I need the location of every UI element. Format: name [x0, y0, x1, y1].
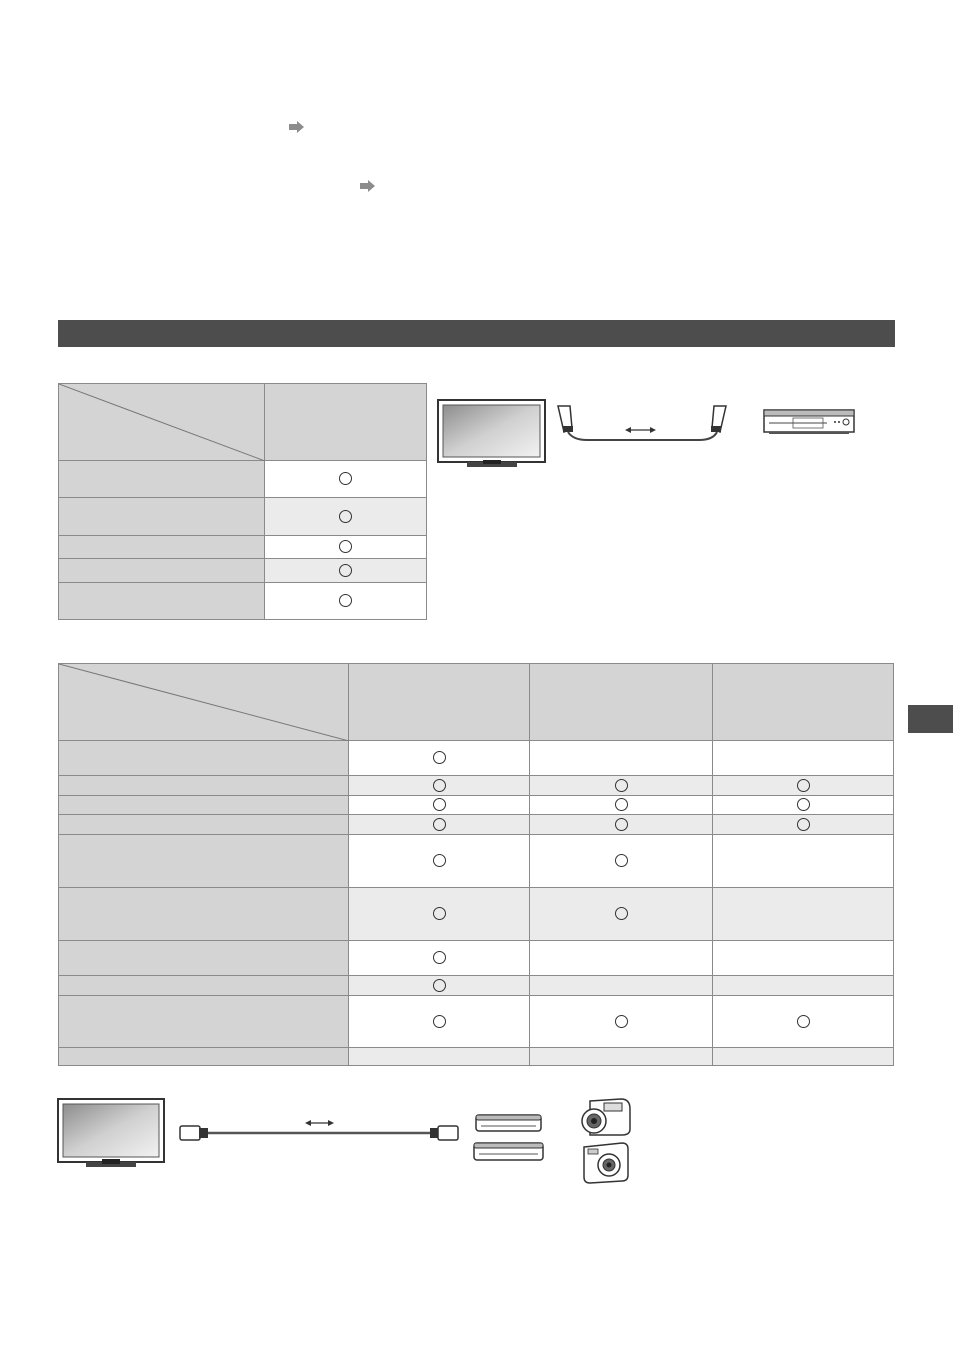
circle-icon — [433, 951, 446, 964]
camcorder-icon — [582, 1099, 630, 1135]
table-cell — [349, 741, 530, 776]
table-cell — [530, 941, 713, 976]
column-header — [349, 664, 530, 741]
table-cell — [349, 815, 530, 835]
table-row — [59, 796, 894, 815]
table-row — [59, 536, 427, 559]
right-arrow-icon — [289, 121, 305, 133]
table-cell — [349, 776, 530, 796]
circle-icon — [433, 907, 446, 920]
table-row — [59, 976, 894, 996]
chapter-side-tab — [908, 705, 953, 733]
circle-icon — [797, 818, 810, 831]
diagonal-line — [59, 384, 265, 461]
circle-icon — [339, 540, 352, 553]
feature-table-hdmi — [58, 663, 894, 1066]
row-label-cell — [59, 461, 265, 498]
bidirectional-arrow-icon — [625, 427, 656, 433]
table-cell — [713, 941, 894, 976]
table-cell — [713, 815, 894, 835]
circle-icon — [433, 854, 446, 867]
circle-icon — [433, 798, 446, 811]
circle-icon — [797, 779, 810, 792]
table-cell — [530, 796, 713, 815]
table-cell — [349, 1048, 530, 1066]
circle-icon — [339, 564, 352, 577]
table-cell — [530, 976, 713, 996]
table-cell — [713, 796, 894, 815]
circle-icon — [339, 510, 352, 523]
scart-connection-illustration — [437, 398, 857, 473]
circle-icon — [615, 907, 628, 920]
right-arrow-icon — [360, 180, 376, 192]
row-label-cell — [59, 815, 349, 835]
circle-icon — [615, 1015, 628, 1028]
table-row — [59, 815, 894, 835]
table-cell — [265, 536, 427, 559]
table-row — [59, 1048, 894, 1066]
circle-icon — [797, 798, 810, 811]
hdmi-connection-illustration — [56, 1095, 636, 1187]
table-cell — [265, 461, 427, 498]
table-row — [59, 996, 894, 1048]
row-label-cell — [59, 796, 349, 815]
section-heading-bar — [58, 320, 895, 347]
dvd-recorder-icon — [764, 410, 854, 434]
digital-camera-icon — [584, 1143, 628, 1183]
table-cell — [530, 741, 713, 776]
row-label-cell — [59, 536, 265, 559]
table-cell — [349, 976, 530, 996]
table-row — [59, 559, 427, 583]
tv-icon — [438, 400, 545, 467]
table-cell — [713, 1048, 894, 1066]
row-label-cell — [59, 996, 349, 1048]
row-label-cell — [59, 559, 265, 583]
table-cell — [349, 996, 530, 1048]
circle-icon — [433, 1015, 446, 1028]
table-cell — [530, 835, 713, 888]
circle-icon — [615, 818, 628, 831]
table-cell — [349, 941, 530, 976]
hdmi-cable-icon — [180, 1126, 458, 1140]
row-label-cell — [59, 888, 349, 941]
blu-ray-recorder-icon — [474, 1115, 543, 1160]
tv-icon — [58, 1099, 164, 1167]
feature-table-scart — [58, 383, 427, 620]
table-cell — [713, 996, 894, 1048]
diagonal-line — [59, 664, 349, 741]
table-cell — [530, 1048, 713, 1066]
table-cell — [713, 835, 894, 888]
table-row — [59, 461, 427, 498]
table-row — [59, 498, 427, 536]
table-cell — [530, 776, 713, 796]
table-row — [59, 835, 894, 888]
circle-icon — [433, 818, 446, 831]
table-row — [59, 888, 894, 941]
circle-icon — [339, 472, 352, 485]
row-label-cell — [59, 776, 349, 796]
table-cell — [713, 888, 894, 941]
table-row — [59, 741, 894, 776]
table-cell — [265, 559, 427, 583]
table-row — [59, 776, 894, 796]
circle-icon — [615, 798, 628, 811]
circle-icon — [433, 779, 446, 792]
table-cell — [530, 996, 713, 1048]
table-row — [59, 583, 427, 620]
scart-cable-icon — [558, 406, 726, 440]
table-cell — [530, 815, 713, 835]
column-header — [530, 664, 713, 741]
row-label-cell — [59, 1048, 349, 1066]
table-cell — [265, 498, 427, 536]
table-row — [59, 941, 894, 976]
bidirectional-arrow-icon — [305, 1120, 334, 1126]
table-corner-cell — [59, 664, 349, 741]
table-cell — [713, 976, 894, 996]
table-cell — [265, 583, 427, 620]
table-cell — [530, 888, 713, 941]
circle-icon — [433, 751, 446, 764]
row-label-cell — [59, 741, 349, 776]
table-cell — [349, 796, 530, 815]
table-cell — [349, 835, 530, 888]
row-label-cell — [59, 941, 349, 976]
circle-icon — [615, 854, 628, 867]
row-label-cell — [59, 835, 349, 888]
column-header — [265, 384, 427, 461]
circle-icon — [797, 1015, 810, 1028]
row-label-cell — [59, 976, 349, 996]
row-label-cell — [59, 583, 265, 620]
table-cell — [713, 741, 894, 776]
circle-icon — [433, 979, 446, 992]
table-cell — [713, 776, 894, 796]
circle-icon — [339, 594, 352, 607]
circle-icon — [615, 779, 628, 792]
table-corner-cell — [59, 384, 265, 461]
row-label-cell — [59, 498, 265, 536]
table-cell — [349, 888, 530, 941]
column-header — [713, 664, 894, 741]
